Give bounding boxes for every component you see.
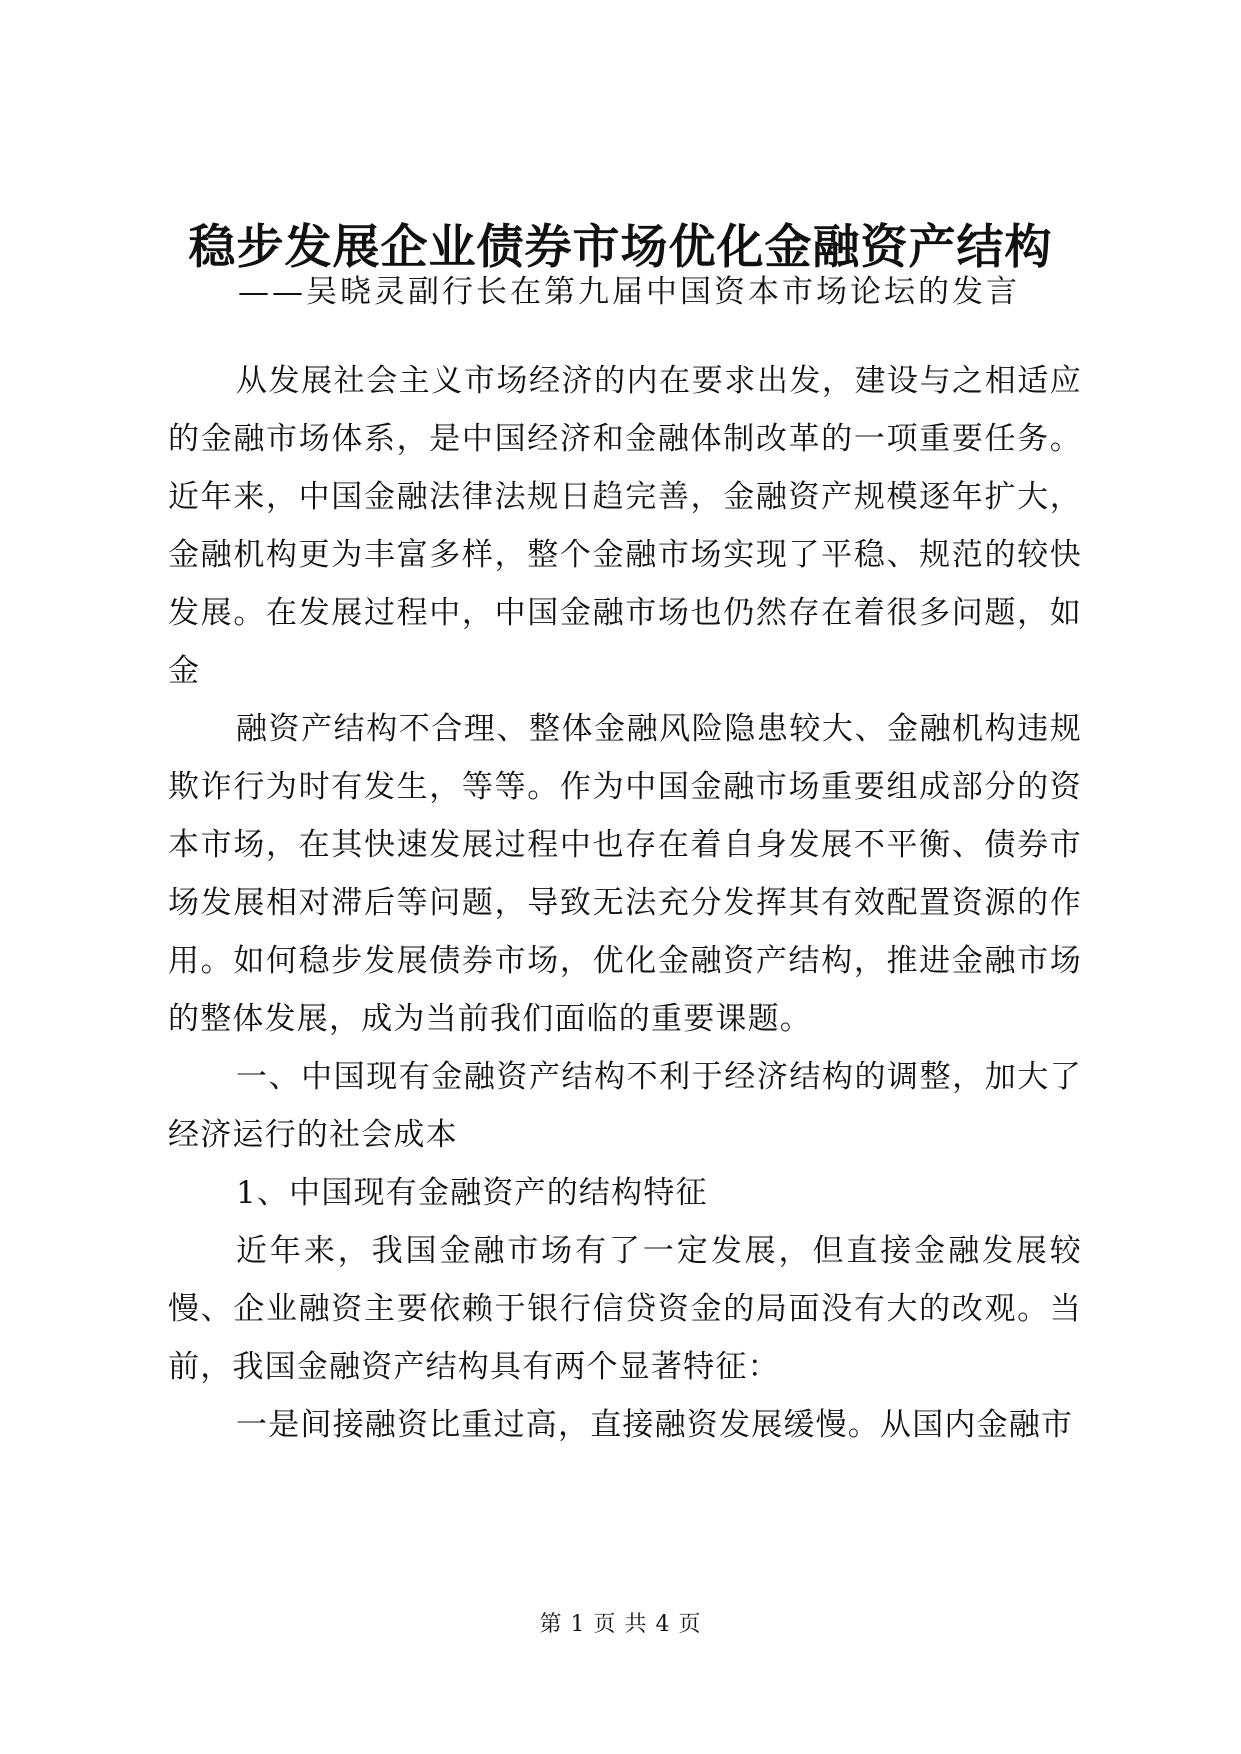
section-heading: 一、中国现有金融资产结构不利于经济结构的调整，加大了经济运行的社会成本 — [168, 1059, 1082, 1153]
document-body — [168, 352, 1082, 1454]
document-subtitle: ——吴晓灵副行长在第九届中国资本市场论坛的发言 — [238, 274, 1020, 310]
paragraph: 近年来，我国金融市场有了一定发展，但直接金融发展较慢、企业融资主要依赖于银行信贷资金的局面没有大的改观。当前，我国金融资产结构具有两个显著特征： — [168, 1233, 1082, 1385]
paragraph: 融资产结构不合理、整体金融风险隐患较大、金融机构违规欺诈行为时有发生，等等。作为中国金融市场重要组成部分的资本市场，在其快速发展过程中也存在着自身发展不平衡、债券市场发展相对滞后等问题，导致无法充分发挥其有效配置资源的作用。如何稳步发展债券市场，优化金融资产结构，推进金融市场的整体发展，成为当前我们面临的重要课题。 — [168, 711, 1082, 1037]
document-title: 稳步发展企业债券市场优化金融资产结构 — [188, 220, 1053, 275]
paragraph: 一是间接融资比重过高，直接融资发展缓慢。从国内金融市 — [236, 1407, 1074, 1443]
paragraph: 从发展社会主义市场经济的内在要求出发，建设与之相适应的金融市场体系，是中国经济和金融体制改革的一项重要任务。近年来，中国金融法律法规日趋完善，金融资产规模逐年扩大，金融机构更为丰富多样，整个金融市场实现了平稳、规范的较快发展。在发展过程中，中国金融市场也仍然存在着很多问题，如金 — [168, 363, 1082, 689]
subsection-heading: 1、中国现有金融资产的结构特征 — [236, 1175, 708, 1211]
page-footer: 第 1 页 共 4 页 — [539, 1612, 702, 1637]
